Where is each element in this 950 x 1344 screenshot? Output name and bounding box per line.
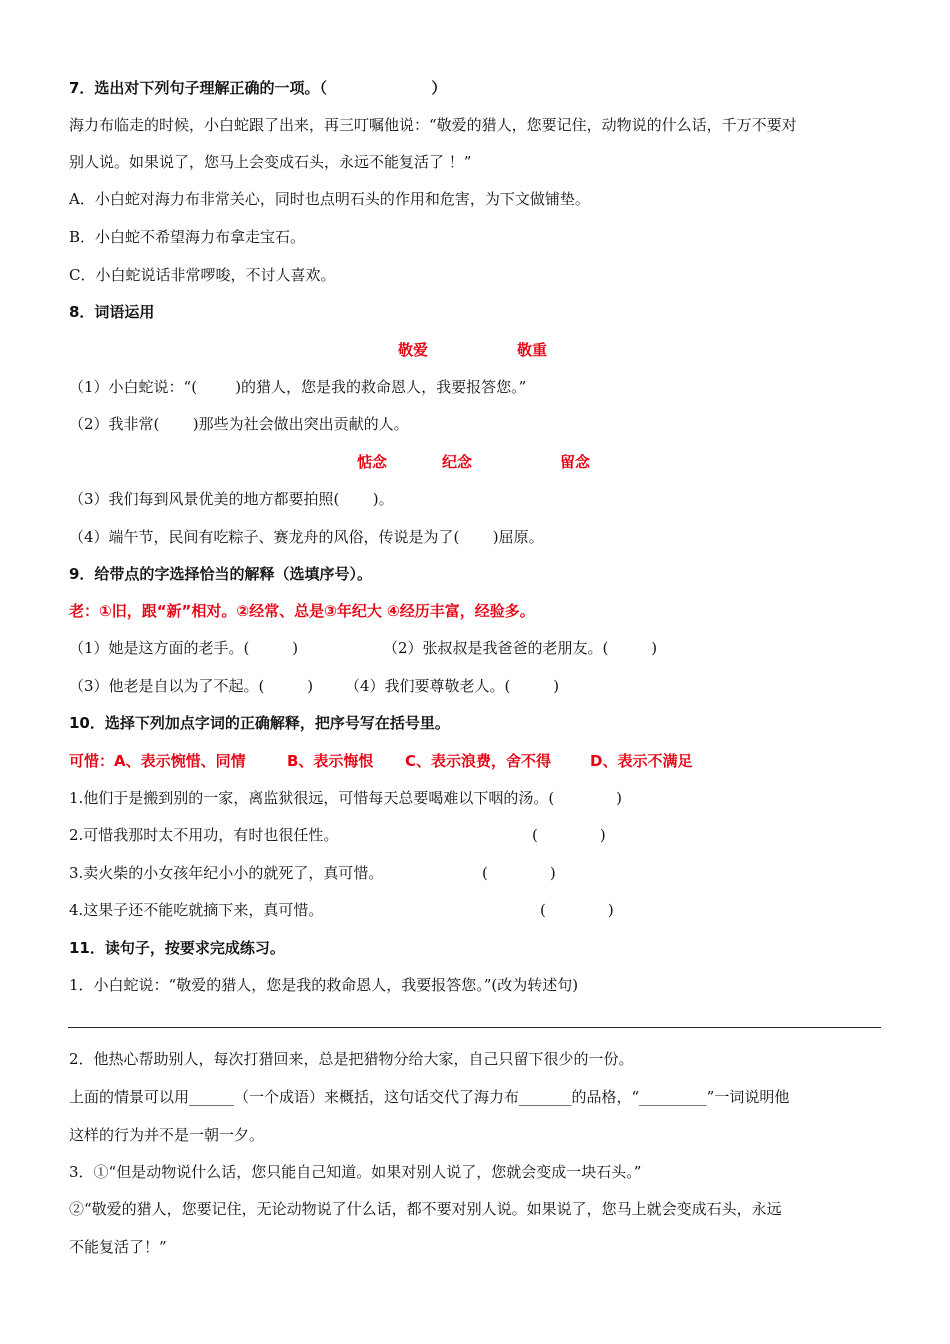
q10-sentence4-paren: ( ) — [540, 901, 614, 919]
q9-definition: 老：①旧，跟“新”相对。②经常、总是③年纪大 ④经历丰富，经验多。 — [69, 602, 535, 620]
q8-item3: （3）我们每到风景优美的地方都要拍照( )。 — [69, 490, 394, 508]
answer-line — [68, 1027, 881, 1028]
q11-sentence3-line2: ②“敬爱的猎人，您要记住，无论动物说了什么话，都不要对别人说。如果说了，您马上就会变成石头，永远 — [69, 1200, 782, 1218]
q10-sentence2-paren: ( ) — [532, 826, 606, 844]
q9-item2: （2）张叔叔是我爸爸的老朋友。( ) — [383, 639, 658, 657]
q9-item4: （4）我们要尊敬老人。( ) — [345, 677, 560, 695]
q10-sentence3: 3.卖火柴的小女孩年纪小小的就死了，真可惜。 — [69, 864, 384, 882]
q7-option-b: B．小白蛇不希望海力布拿走宝石。 — [69, 228, 306, 246]
q11-sentence1: 1．小白蛇说：“敬爱的猎人，您是我的救命恩人，我要报答您。”(改为转述句) — [69, 976, 579, 994]
q10-sentence1: 1.他们于是搬到别的一家，离监狱很远，可惜每天总要喝难以下咽的汤。( ) — [69, 789, 623, 807]
q9-title: 9．给带点的字选择恰当的解释（选填序号）。 — [69, 565, 372, 583]
q10-title: 10．选择下列加点字词的正确解释，把序号写在括号里。 — [69, 714, 450, 732]
q10-sentence3-paren: ( ) — [482, 864, 556, 882]
q7-passage-line2: 别人说。如果说了，您马上会变成石头，永远不能复活了 ！” — [69, 153, 472, 171]
q11-sentence2: 2．他热心帮助别人，每次打猎回来，总是把猎物分给大家，自己只留下很少的一份。 — [69, 1050, 634, 1068]
q7-option-c: C．小白蛇说话非常啰唆，不讨人喜欢。 — [69, 266, 336, 284]
q10-option-b: B、表示悔恨 — [287, 752, 374, 770]
q11-sentence2-question-line2: 这样的行为并不是一朝一夕。 — [69, 1126, 265, 1144]
q9-item1: （1）她是这方面的老手。( ) — [69, 639, 299, 657]
q8-word-jinian: 纪念 — [442, 453, 473, 471]
q11-sentence2-question-line1: 上面的情景可以用______（一个成语）来概括，这句话交代了海力布_______的品格，“_________”一词说明他 — [69, 1088, 790, 1106]
q8-word-liunian: 留念 — [560, 453, 591, 471]
q8-word-jingzhong: 敬重 — [517, 341, 548, 359]
q8-item2: （2）我非常( )那些为社会做出突出贡献的人。 — [69, 415, 409, 433]
q11-sentence3-line1: 3．①“但是动物说什么话，您只能自己知道。如果对别人说了，您就会变成一块石头。” — [69, 1163, 642, 1181]
q10-option-a: 可惜：A、表示惋惜、同情 — [69, 752, 246, 770]
q10-option-c: C、表示浪费，舍不得 — [405, 752, 552, 770]
q8-item4: （4）端午节，民间有吃粽子、赛龙舟的风俗，传说是为了( )屈原。 — [69, 528, 544, 546]
q10-sentence2: 2.可惜我那时太不用功，有时也很任性。 — [69, 826, 339, 844]
q7-passage-line1: 海力布临走的时候，小白蛇跟了出来，再三叮嘱他说：“敬爱的猎人，您要记住，动物说的什么话，千万不要对 — [69, 116, 797, 134]
q8-word-diannian: 惦念 — [357, 453, 388, 471]
q10-sentence4: 4.这果子还不能吃就摘下来，真可惜。 — [69, 901, 324, 919]
q11-title: 11．读句子，按要求完成练习。 — [69, 939, 285, 957]
q9-item3: （3）他老是自以为了不起。( ) — [69, 677, 314, 695]
q7-title: 7．选出对下列句子理解正确的一项。（ ） — [69, 79, 447, 97]
q10-option-d: D、表示不满足 — [590, 752, 693, 770]
q8-title: 8．词语运用 — [69, 303, 155, 321]
q8-word-jingai: 敬爱 — [398, 341, 429, 359]
q8-item1: （1）小白蛇说：“( )的猎人，您是我的救命恩人，我要报答您。” — [69, 378, 527, 396]
q11-sentence3-line3: 不能复活了！” — [69, 1238, 167, 1256]
q7-option-a: A．小白蛇对海力布非常关心，同时也点明石头的作用和危害，为下文做铺垫。 — [69, 190, 590, 208]
